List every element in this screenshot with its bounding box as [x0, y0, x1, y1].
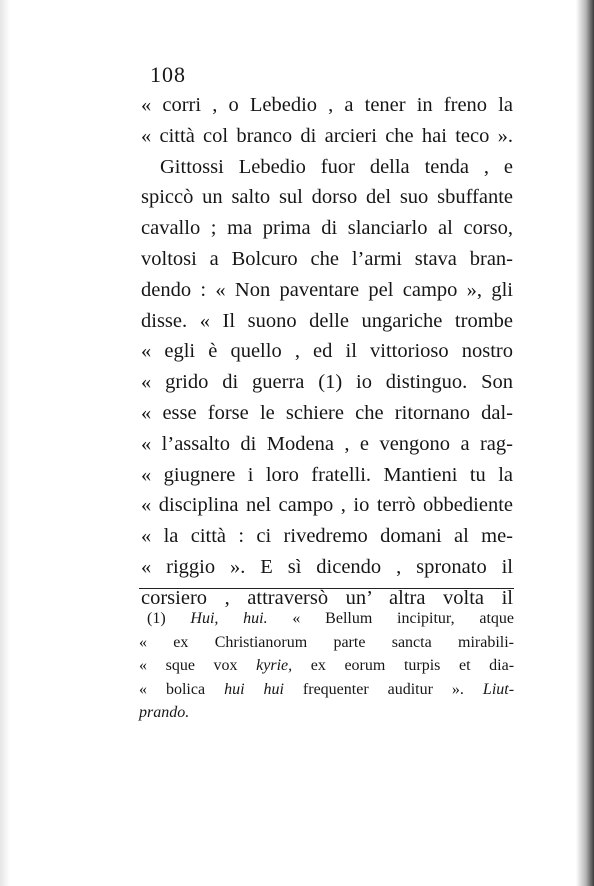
body-line: « l’assalto di Modena , e vengono a rag- — [141, 432, 513, 455]
body-line: corsiero , attraversò un’ altra volta il — [141, 586, 513, 609]
body-line: « città col branco di arcieri che hai teco ». — [141, 124, 513, 147]
footnote-italic-text: Liut- — [482, 680, 515, 698]
footnote — [139, 607, 514, 725]
page-edge-left — [0, 0, 10, 886]
body-line: « riggio ». E sì dicendo , spronato il — [141, 555, 513, 578]
body-line: disse. « Il suono delle ungariche trombe — [141, 309, 513, 332]
footnote-line: « ex Christianorum parte sancta mirabili- — [139, 633, 514, 651]
footnote-line — [139, 654, 514, 678]
body-line: « esse forse le schiere che ritornano dal- — [141, 401, 513, 424]
body-line: voltosi a Bolcuro che l’armi stava bran- — [141, 247, 513, 270]
body-line: « grido di guerra (1) io distinguo. Son — [141, 371, 513, 394]
body-line: « la città : ci rivedremo domani al me- — [141, 525, 513, 548]
body-line: Gittossi Lebedio fuor della tenda , e — [160, 155, 513, 178]
footnote-italic-text: hui hui — [224, 680, 284, 698]
footnote-text: ex eorum turpis et dia- — [310, 657, 515, 674]
footnote-line — [139, 607, 514, 631]
body-line: « disciplina nel campo , io terrò obbediente — [141, 494, 513, 517]
body-line: dendo : « Non paventare pel campo », gli — [141, 278, 513, 301]
body-line: « giugnere i loro fratelli. Mantieni tu la — [141, 463, 513, 486]
page-edge-right — [576, 0, 594, 886]
footnote-divider — [139, 588, 514, 589]
page-number: 108 — [150, 62, 186, 87]
footnote-italic-text: Hui, hui. — [190, 610, 268, 627]
footnote-italic-text: kyrie, — [256, 657, 293, 674]
footnote-line — [139, 678, 514, 702]
main-text — [141, 90, 513, 614]
body-line: « corri , o Lebedio , a tener in freno la — [141, 94, 513, 116]
footnote-text: « bolica — [139, 680, 206, 698]
body-line: cavallo ; ma prima di slanciarlo al corso, — [141, 217, 513, 240]
footnote-line — [139, 701, 514, 725]
footnote-text: « Bellum incipitur, atque — [292, 610, 515, 627]
footnote-text: « sque vox — [139, 657, 238, 674]
body-line: « egli è quello , ed il vittorioso nostro — [141, 340, 513, 363]
footnote-marker: (1) — [147, 610, 166, 627]
footnote-text: frequenter auditur ». — [302, 680, 464, 698]
footnote-italic-text: prando. — [139, 704, 190, 721]
body-line: spiccò un salto sul dorso del suo sbuffante — [141, 186, 513, 209]
